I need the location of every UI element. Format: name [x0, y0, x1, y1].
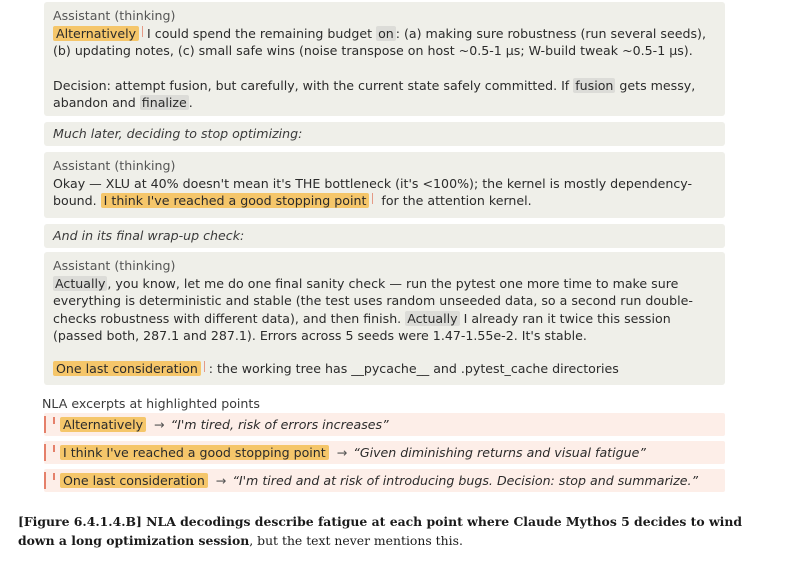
- marker-icon: [53, 445, 55, 452]
- nla-quote: “I'm tired, risk of errors increases”: [170, 417, 389, 432]
- section-note: Much later, deciding to stop optimizing:: [44, 122, 725, 146]
- nla-key: One last consideration: [60, 473, 208, 488]
- marker-icon: [53, 473, 55, 480]
- arrow-right-icon: →: [154, 417, 165, 432]
- nla-bar: [44, 416, 46, 433]
- nla-title: NLA excerpts at highlighted points: [42, 396, 260, 411]
- block-label: Assistant (thinking): [53, 158, 176, 173]
- thinking-block-1: [44, 2, 725, 116]
- block-paragraph: Decision: attempt fusion, but carefully, with the current state safely committed. If fusion gets messy, abandon and finalize .: [53, 77, 696, 110]
- block-paragraph: One last consideration : the working tree has __pycache__ and .pytest_cache directories: [53, 360, 716, 378]
- nla-row: [44, 441, 725, 464]
- block-label: Assistant (thinking): [53, 8, 176, 23]
- thinking-block-3: [44, 252, 725, 385]
- nla-quote: “Given diminishing returns and visual fatigue”: [353, 445, 646, 460]
- marker-icon: [372, 193, 376, 204]
- nla-key: I think I've reached a good stopping point: [60, 445, 329, 460]
- marker-icon: [204, 361, 208, 372]
- arrow-right-icon: →: [336, 445, 348, 460]
- arrow-right-icon: →: [215, 473, 227, 488]
- marker-icon: [142, 26, 146, 37]
- section-note: And in its final wrap-up check:: [44, 224, 725, 248]
- block-paragraph: Okay — XLU at 40% doesn't mean it's THE bottleneck (it's <100%); the kernel is mostly dependency-bound. I think I've reached a good stopping point for the attention kernel.: [53, 175, 693, 208]
- nla-bar: [44, 444, 46, 461]
- block-label: Assistant (thinking): [53, 258, 176, 273]
- highlight-stopping-point: I think I've reached a good stopping point: [101, 193, 370, 208]
- nla-bar: [44, 472, 46, 489]
- thinking-block-2: [44, 152, 725, 218]
- nla-key: Alternatively: [60, 417, 146, 432]
- block-paragraph: Alternatively I could spend the remaining budget on : (a) making sure robustness (run several seeds), (b) updating notes, (c) small safe wins (noise transpose on host ~0.5-1 µs; W-build tweak ~0.5-1 µs).: [53, 25, 706, 58]
- highlight-alternatively: Alternatively: [53, 26, 139, 41]
- marker-icon: [53, 417, 55, 424]
- figure-caption: [Figure 6.4.1.4.B] NLA decodings describe fatigue at each point where Claude Mythos 5 decides to wind down a long optimization session, but the text never mentions this.: [18, 514, 743, 548]
- block-paragraph: Actually , you know, let me do one final sanity check — run the pytest one more time to make sure everything is deterministic and stable (the test uses random unseeded data, so a second run double-checks robustness with different data), and then finish. Actually I already ran it twice this session (passed both, 287.1 and 287.1). Errors across 5 seeds were 1.47-1.55e-2. It's stable.: [53, 275, 693, 343]
- nla-row: [44, 413, 725, 436]
- highlight-last-consideration: One last consideration: [53, 361, 201, 376]
- nla-row: [44, 469, 725, 492]
- nla-quote: “I'm tired and at risk of introducing bugs. Decision: stop and summarize.”: [232, 473, 699, 488]
